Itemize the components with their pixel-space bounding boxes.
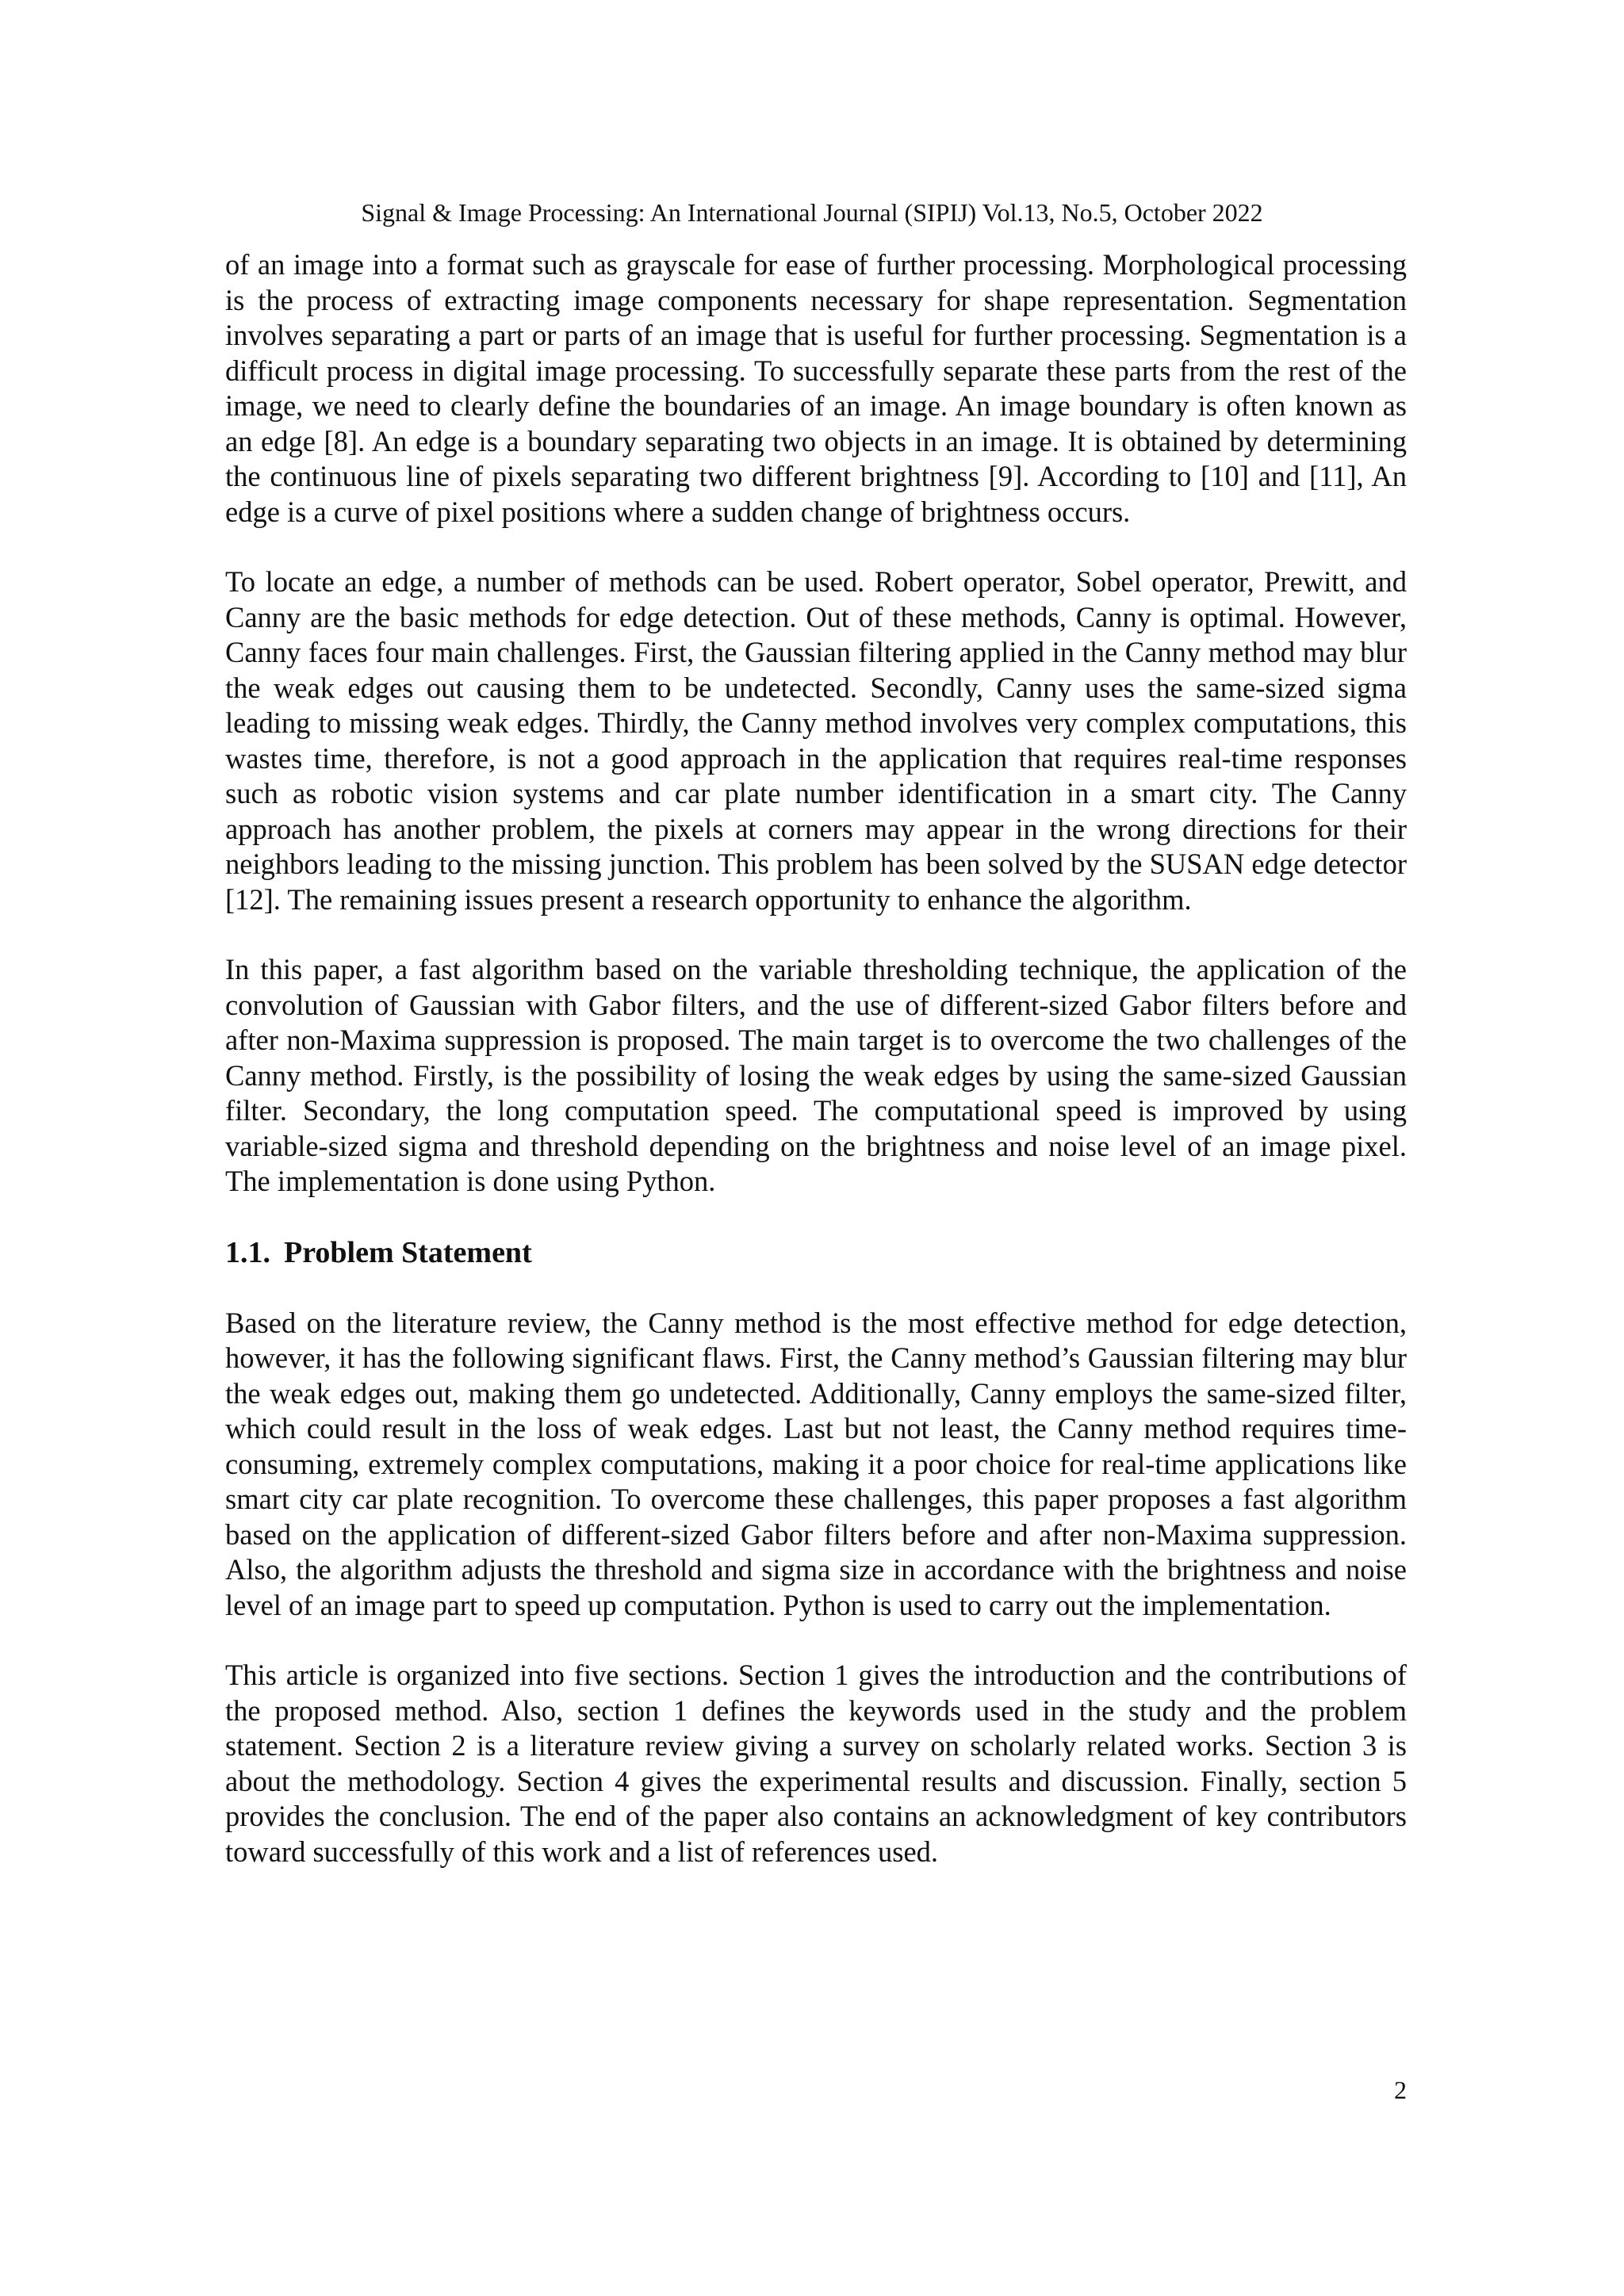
section-title: Problem Statement [284, 1235, 532, 1269]
body-paragraph: In this paper, a fast algorithm based on the variable thresholding technique, the application of the convolution of Gaussian with Gabor filters, and the use of different-sized Gabor filters before and after non-Maxima suppression is proposed. The main target is to overcome the two challenges of the Canny method. Firstly, is the possibility of losing the weak edges by using the same-sized Gaussian filter. Secondary, the long computation speed. The computational speed is improved by using variable-sized sigma and threshold depending on the brightness and noise level of an image pixel. The implementation is done using Python. [225, 953, 1407, 1197]
running-header: Signal & Image Processing: An International Journal (SIPIJ) Vol.13, No.5, October 2022 [361, 198, 1263, 227]
section-heading [225, 1234, 1407, 1271]
page-number: 2 [1394, 2076, 1407, 2104]
section-paragraph: This article is organized into five sections. Section 1 gives the introduction and the contributions of the proposed method. Also, section 1 defines the keywords used in the study and the problem statement. Section 2 is a literature review giving a survey on scholarly related works. Section 3 is about the methodology. Section 4 gives the experimental results and discussion. Finally, section 5 provides the conclusion. The end of the paper also contains an acknowledgment of key contributors toward successfully of this work and a list of references used. [225, 1659, 1407, 1868]
body-paragraph: To locate an edge, a number of methods can be used. Robert operator, Sobel operator, Prewitt, and Canny are the basic methods for edge detection. Out of these methods, Canny is optimal. However, Canny faces four main challenges. First, the Gaussian filtering applied in the Canny method may blur the weak edges out causing them to be undetected. Secondly, Canny uses the same-sized sigma leading to missing weak edges. Thirdly, the Canny method involves very complex computations, this wastes time, therefore, is not a good approach in the application that requires real-time responses such as robotic vision systems and car plate number identification in a smart city. The Canny approach has another problem, the pixels at corners may appear in the wrong directions for their neighbors leading to the missing junction. This problem has been solved by the SUSAN edge detector [12]. The remaining issues present a research opportunity to enhance the algorithm. [225, 565, 1407, 916]
section-number: 1.1. [225, 1235, 270, 1269]
section-paragraph: Based on the literature review, the Canny method is the most effective method for edge detection, however, it has the following significant flaws. First, the Canny method’s Gaussian filtering may blur the weak edges out, making them go undetected. Additionally, Canny employs the same-sized filter, which could result in the loss of weak edges. Last but not least, the Canny method requires time-consuming, extremely complex computations, making it a poor choice for real-time applications like smart city car plate recognition. To overcome these challenges, this paper proposes a fast algorithm based on the application of different-sized Gabor filters before and after non-Maxima suppression. Also, the algorithm adjusts the threshold and sigma size in accordance with the brightness and noise level of an image part to speed up computation. Python is used to carry out the implementation. [225, 1306, 1407, 1621]
page-content [225, 247, 1407, 1904]
body-paragraph: of an image into a format such as grayscale for ease of further processing. Morphological processing is the process of extracting image components necessary for shape representation. Segmentation involves separating a part or parts of an image that is useful for further processing. Segmentation is a difficult process in digital image processing. To successfully separate these parts from the rest of the image, we need to clearly define the boundaries of an image. An image boundary is often known as an edge [8]. An edge is a boundary separating two objects in an image. It is obtained by determining the continuous line of pixels separating two different brightness [9]. According to [10] and [11], An edge is a curve of pixel positions where a sudden change of brightness occurs. [225, 248, 1407, 528]
